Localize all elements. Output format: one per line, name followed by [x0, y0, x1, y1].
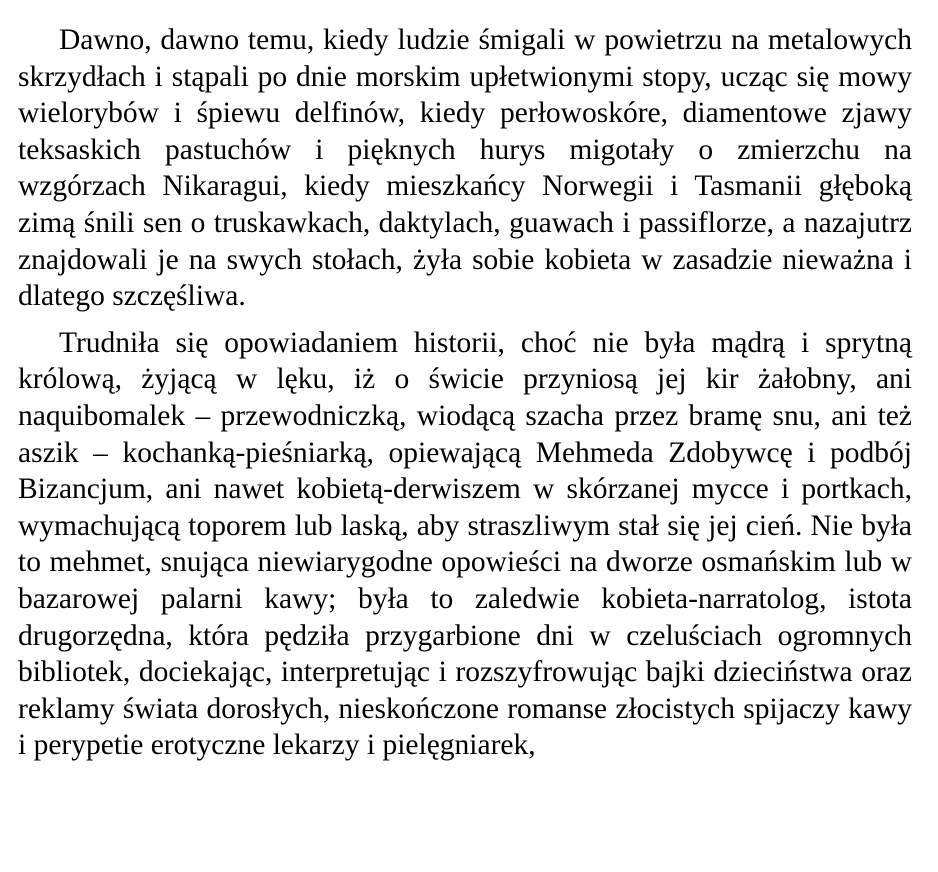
paragraph-2: Trudniła się opowiadaniem historii, choć nie była mądrą i sprytną królową, żyjącą w lęku, iż o świcie przyniosą jej kir żałobny, ani naquibomalek – przewodniczką, wiodącą szacha przez bramę snu, ani też aszik – kochanką-pieśniarką, opiewającą Mehmeda Zdobywcę i podbój Bizancjum, ani nawet kobietą-derwiszem w skórzanej mycce i portkach, wymachującą toporem lub laską, aby straszliwym stał się jej cień. Nie była to mehmet, snująca niewiarygodne opowieści na dworze osmańskim lub w bazarowej palarni kawy; była to zaledwie kobieta-narratolog, istota drugorzędna, która pędziła przygarbione dni w czeluściach ogromnych bibliotek, dociekając, interpretując i rozszyfrowując bajki dzieciństwa oraz reklamy świata dorosłych, nieskończone romanse złocistych spijaczy kawy i perypetie erotyczne lekarzy i pielęgniarek,	[18, 326, 912, 762]
paragraph-1: Dawno, dawno temu, kiedy ludzie śmigali w powietrzu na metalowych skrzydłach i stąpali po dnie morskim upłetwionymi stopy, ucząc się mowy wielorybów i śpiewu delfinów, kiedy perłowoskóre, diamentowe zjawy teksaskich pastuchów i pięknych hurys migotały o zmierzchu na wzgórzach Nikaragui, kiedy mieszkańcy Norwegii i Tasmanii głęboką zimą śnili sen o truskawkach, daktylach, guawach i passiflorze, a nazajutrz znajdowali je na swych stołach, żyła sobie kobieta w zasadzie nieważna i dlatego szczęśliwa.	[18, 24, 912, 313]
